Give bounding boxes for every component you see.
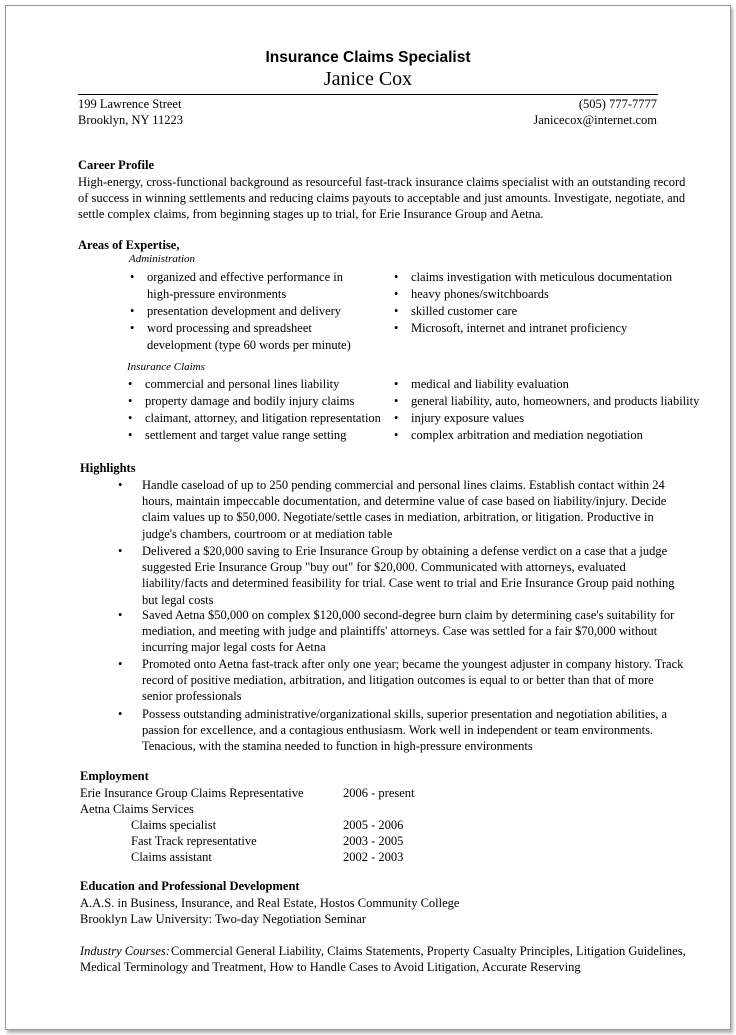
highlight-item: • Delivered a $20,000 saving to Erie Insurance Group by obtaining a defense verdict on a case that a judge suggested Erie Insurance Group "buy out" for $20,000. Communicated with attorneys, evaluated liability/facts and determined feasibility for trial. Case went to trial and Erie Insurance Group paid nothing but legal costs	[118, 544, 675, 607]
bullet-icon: •	[128, 394, 133, 408]
profile-line: settle complex claims, from beginning stages up to trial, for Erie Insurance Group and Aetna.	[78, 207, 544, 221]
bullet-icon: •	[128, 411, 133, 425]
education-line: Brooklyn Law University: Two-day Negotiation Seminar	[80, 912, 366, 926]
list-item: • skilled customer care	[394, 304, 518, 318]
employment-role: Erie Insurance Group Claims Representative	[80, 786, 304, 800]
bullet-icon: •	[130, 270, 135, 284]
career-profile-heading: Career Profile	[78, 158, 155, 172]
job-title: Insurance Claims Specialist	[265, 49, 471, 66]
education-line: A.A.S. in Business, Insurance, and Real Estate, Hostos Community College	[80, 896, 460, 910]
bullet-icon: •	[394, 428, 399, 442]
admin-skills-left	[130, 269, 351, 354]
employment-role: Claims specialist	[131, 818, 217, 832]
profile-line: of success in winning settlements and reducing claims payouts to acceptable and just amounts. Investigate, negotiate, and	[78, 191, 686, 205]
candidate-name: Janice Cox	[323, 68, 413, 90]
employment-role: Fast Track representative	[131, 834, 257, 848]
bullet-icon: •	[130, 321, 135, 335]
list-item: • heavy phones/switchboards	[394, 287, 549, 301]
industry-courses-label: Industry Courses:	[80, 944, 170, 958]
bullet-icon: •	[394, 321, 399, 335]
bullet-icon: •	[394, 287, 399, 301]
list-item: • Microsoft, internet and intranet proficiency	[394, 321, 628, 335]
employment-role: Claims assistant	[131, 850, 212, 864]
list-item: • organized and effective performance in high-pressure environments	[130, 270, 343, 301]
industry-courses-line: Commercial General Liability, Claims Statements, Property Casualty Principles, Litigation Guidelines,	[171, 944, 686, 958]
list-item: • claimant, attorney, and litigation representation	[128, 411, 381, 425]
profile-line: High-energy, cross-functional background as resourceful fast-track insurance claims specialist with an outstanding record	[78, 175, 686, 189]
administration-label: Administration	[129, 253, 196, 265]
claims-skills-right	[394, 376, 700, 444]
employment-dates: 2005 - 2006	[343, 818, 404, 832]
insurance-claims-label: Insurance Claims	[127, 361, 205, 373]
employment-dates: 2002 - 2003	[343, 850, 404, 864]
admin-skills-right	[394, 269, 673, 337]
address-line-2: Brooklyn, NY 11223	[78, 113, 183, 127]
bullet-icon: •	[128, 377, 133, 391]
bullet-icon: •	[118, 657, 123, 671]
employment-dates: 2006 - present	[343, 786, 415, 800]
bullet-icon: •	[118, 608, 123, 622]
bullet-icon: •	[118, 478, 123, 492]
list-item: • property damage and bodily injury claims	[128, 394, 355, 408]
list-item: • general liability, auto, homeowners, and products liability	[394, 394, 700, 408]
list-item: • presentation development and delivery	[130, 304, 342, 318]
claims-skills-left	[128, 376, 381, 444]
bullet-icon: •	[394, 377, 399, 391]
bullet-icon: •	[118, 707, 123, 721]
bullet-icon: •	[128, 428, 133, 442]
expertise-heading: Areas of Expertise,	[78, 238, 180, 252]
address-line-1: 199 Lawrence Street	[78, 97, 182, 111]
bullet-icon: •	[118, 544, 123, 558]
employment-role: Aetna Claims Services	[80, 802, 194, 816]
highlight-item: • Possess outstanding administrative/organizational skills, superior presentation and negotiation abilities, a passion for excellence, and a contagious enthusiasm. Work well in independent or team environments. Tenacious, with the stamina needed to function in high-pressure environments	[118, 707, 668, 754]
highlight-item: • Promoted onto Aetna fast-track after only one year; became the youngest adjuster in company history. Track record of positive mediation, arbitration, and litigation outcomes is equal to or better than that of more senior professionals	[118, 657, 684, 704]
bullet-icon: •	[130, 304, 135, 318]
list-item: • claims investigation with meticulous documentation	[394, 270, 673, 284]
bullet-icon: •	[394, 394, 399, 408]
employment-dates: 2003 - 2005	[343, 834, 404, 848]
list-item: • injury exposure values	[394, 411, 525, 425]
list-item: • settlement and target value range setting	[128, 428, 347, 442]
email-address: Janicecox@internet.com	[533, 113, 657, 127]
list-item: • medical and liability evaluation	[394, 377, 569, 391]
bullet-icon: •	[394, 304, 399, 318]
employment-heading: Employment	[80, 769, 149, 783]
highlight-item: • Saved Aetna $50,000 on complex $120,000 second-degree burn claim by determining case's suitability for mediation, and meeting with judge and plaintiffs' attorneys. Case was settled for a fair $70,000 without incurring major legal costs for Aetna	[118, 608, 675, 655]
list-item: • commercial and personal lines liability	[128, 377, 340, 391]
bullet-icon: •	[394, 270, 399, 284]
header-divider	[78, 94, 658, 95]
bullet-icon: •	[394, 411, 399, 425]
list-item: • word processing and spreadsheet development (type 60 words per minute)	[130, 321, 351, 352]
highlight-item: • Handle caseload of up to 250 pending commercial and personal lines claims. Establish contact within 24 hours, maintain impeccable documentation, and determine value of case based on liability/injury. Decide claim values up to $50,000. Negotiate/settle cases in mediation, arbitration, or litigation. Productive in judge's chambers, courtroom or at mediation table	[118, 478, 667, 541]
phone-number: (505) 777-7777	[578, 97, 657, 111]
industry-courses-line: Medical Terminology and Treatment, How to Handle Cases to Avoid Litigation, Accurate Reserving	[80, 960, 581, 974]
highlights-heading: Highlights	[80, 461, 136, 475]
list-item: • complex arbitration and mediation negotiation	[394, 428, 643, 442]
education-heading: Education and Professional Development	[80, 879, 300, 893]
